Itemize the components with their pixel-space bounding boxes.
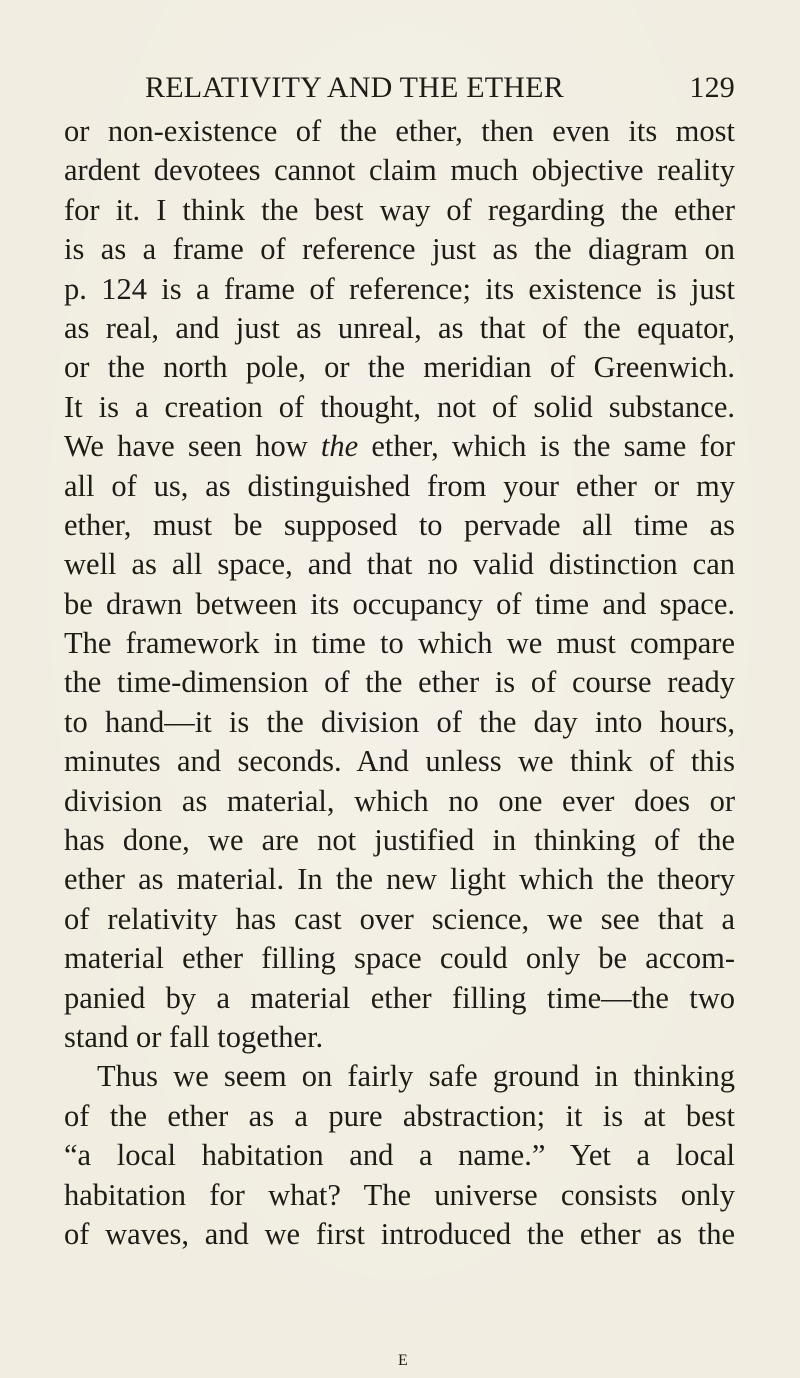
running-head xyxy=(145,68,735,108)
text-line: ether as material. In the new light which the theory xyxy=(64,862,735,897)
text-line: as real, and just as unreal, as that of the equator, xyxy=(64,310,735,345)
text-line: or non-existence of the ether, then even its most xyxy=(64,114,735,148)
text-line: be drawn between its occupancy of time and space. xyxy=(64,586,735,621)
text-line: ardent devotees cannot claim much objective reality xyxy=(64,153,735,188)
text-line: habitation for what? The universe consists only xyxy=(64,1177,735,1212)
text-line: “a local habitation and a name.” Yet a local xyxy=(64,1138,735,1173)
text-line: for it. I think the best way of regarding the ether xyxy=(64,192,735,227)
text-line: is as a frame of reference just as the diagram on xyxy=(64,232,735,267)
text-line: well as all space, and that no valid distinction can xyxy=(64,547,735,582)
page-number: 129 xyxy=(689,71,735,104)
text-fragment: ether, which is the same for xyxy=(358,429,735,464)
text-line-with-italic xyxy=(64,427,735,466)
text-line: minutes and seconds. And unless we think of this xyxy=(64,744,735,779)
text-line: It is a creation of thought, not of solid substance. xyxy=(64,389,735,424)
text-line: has done, we are not justified in thinking of the xyxy=(64,823,735,858)
signature-mark: E xyxy=(398,1352,409,1369)
text-line: all of us, as distinguished from your ether or my xyxy=(64,468,735,503)
body-text xyxy=(64,112,735,1254)
text-line: the time-dimension of the ether is of course ready xyxy=(64,665,735,700)
text-line: of relativity has cast over science, we see that a xyxy=(64,901,735,936)
text-line: p. 124 is a frame of reference; its existence is just xyxy=(64,271,735,306)
text-line: material ether filling space could only be accom- xyxy=(64,941,735,976)
paragraph-end-line: stand or fall together. xyxy=(64,1019,324,1054)
text-line: of waves, and we first introduced the ether as the xyxy=(64,1216,735,1251)
paragraph-start-line: Thus we seem on fairly safe ground in thinking xyxy=(97,1059,735,1094)
text-line: or the north pole, or the meridian of Greenwich. xyxy=(64,350,735,385)
text-line: division as material, which no one ever does or xyxy=(64,783,735,818)
text-line: ether, must be supposed to pervade all time as xyxy=(64,507,735,542)
running-title: RELATIVITY AND THE ETHER xyxy=(145,71,564,104)
text-line: to hand—it is the division of the day into hours, xyxy=(64,704,735,739)
text-line: of the ether as a pure abstraction; it is at best xyxy=(64,1098,735,1133)
text-fragment: We have seen how xyxy=(64,429,321,464)
text-line: panied by a material ether filling time—the two xyxy=(64,980,735,1015)
text-line: The framework in time to which we must compare xyxy=(64,626,735,661)
italic-emphasis: the xyxy=(320,429,359,464)
